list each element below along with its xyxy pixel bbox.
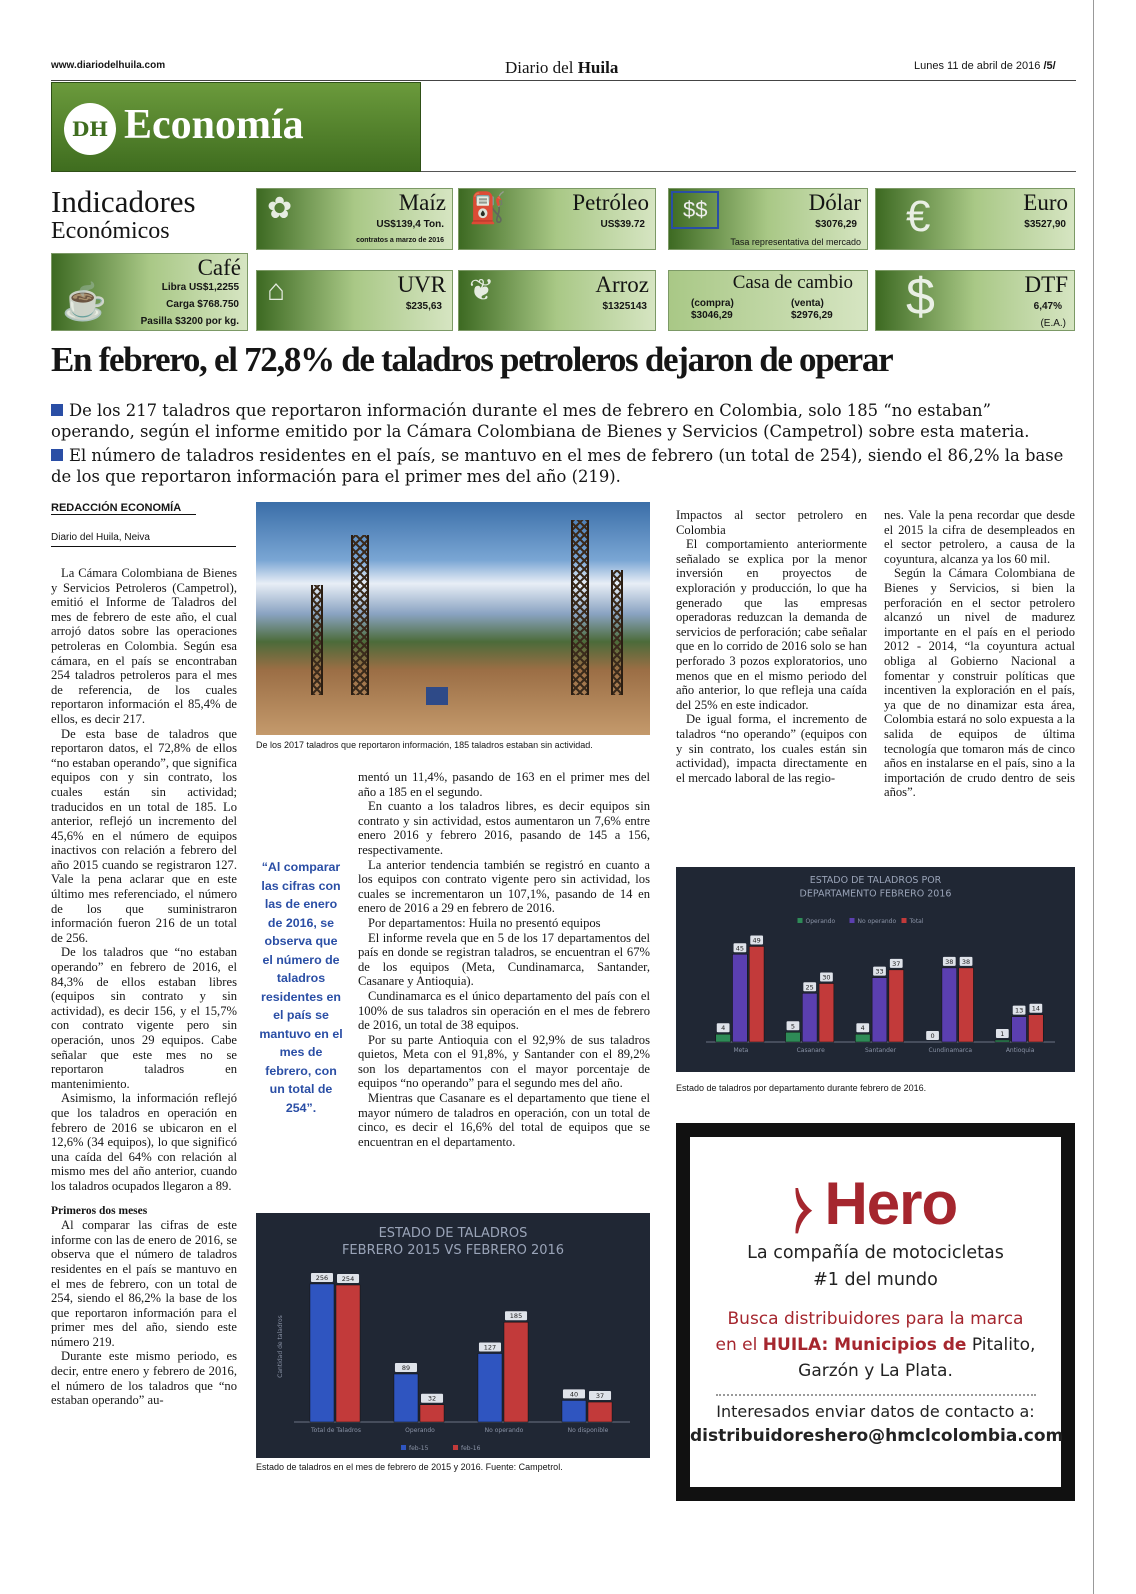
paragraph: De igual forma, el incremento de taladros “no operando” (equipos con y sin contrato, los cuales están sin actividad), impacta directamente en el mercado laboral de las regio- [676,712,867,785]
paragraph: Cundinamarca es el único departamento del país con el 100% de sus taladros sin operación en el mes de febrero de 2016, un total de 38 equipos. [358,988,650,1033]
bar [716,1034,731,1042]
indicator-dolar [668,188,868,250]
legend-label: No operando [857,918,897,925]
chart-1-caption: Estado de taladros en el mes de febrero de 2015 y 2016. Fuente: Campetrol. [256,1462,563,1472]
bar [336,1285,360,1422]
chart-2-caption: Estado de taladros por departamento durante febrero de 2016. [676,1083,927,1093]
subheading: Primeros dos meses [51,1204,148,1217]
ad-busca-3: Garzón y La Plata. [798,1361,953,1381]
data-label: 14 [1031,1004,1040,1013]
paragraph: La Cámara Colombiana de Bienes y Servicios Petroleros (Campetrol), emitió el Informe de Taladros del mes de febrero de este año, el cual arrojó datos sobre las operaciones petroleras en Colombia. Según esa cámara, en el país se encontraban 254 taladros petroleros para el mes de referencia, de los cuales reportaron información el 85,4% de ellos, es decir 217. [51,566,237,726]
photo-caption: De los 2017 taladros que reportaron información, 185 taladros estaban sin actividad. [256,740,593,750]
bar [995,1040,1010,1042]
data-label: 25 [805,983,814,992]
bar [855,1034,870,1042]
x-tick-label: Antioquia [1005,1047,1035,1054]
ad-text-bold: HUILA: Municipios de [762,1335,967,1355]
ad-text: Pitalito, [966,1335,1036,1355]
bar [802,993,817,1042]
x-tick-label: Total de Taladros [311,1427,361,1434]
bar [942,968,957,1042]
indicator-name: Café [197,255,241,280]
bar [394,1374,418,1422]
bar [889,970,904,1042]
indicator-uvr [256,270,453,331]
cafe-carga: Carga $768.750 [166,299,239,310]
chart-title-line-2: FEBRERO 2015 VS FEBRERO 2016 [341,1243,565,1258]
indicator-name: Arroz [595,272,649,297]
data-label: 33 [875,967,884,976]
ad-busca-2 [690,1332,1061,1358]
corn-icon: ✿ [267,192,293,225]
house-icon: ⌂ [267,274,286,307]
byline-section: REDACCIÓN ECONOMÍA [51,502,196,515]
indicator-dtf [875,270,1075,331]
x-tick-label: Operando [405,1427,435,1434]
lead-paragraph-1 [51,400,1076,442]
chart-1-svg [256,1213,650,1458]
legend-swatch [798,918,803,923]
indicator-name: Petróleo [572,190,649,215]
indicator-note: contratos a marzo de 2016 [356,237,444,244]
data-label: 32 [427,1394,437,1403]
cafe-pasilla: Pasilla $3200 por kg. [140,316,239,327]
chart-by-department [676,867,1075,1072]
paragraph: La anterior tendencia también se registró en cuanto a los equipos con contrato vigente pero sin actividad, los cuales se incrementaron un 107,1%, pasando de 14 en enero de 2016 a 29 en febrero de 2016. [358,857,650,916]
oil-rig-photo [256,502,650,735]
data-label: 38 [961,957,971,966]
ad-divider [716,1394,1036,1396]
bar [786,1032,801,1042]
bar [819,984,834,1043]
legend-swatch [902,918,907,923]
section-banner [51,82,421,172]
indicator-name: Casa de cambio [732,272,853,293]
indicator-cafe [51,253,248,331]
paragraph: El informe revela que en 5 de los 17 departamentos del país en donde se registran taladros, se encuentran el 67% de los equipos (Meta, Cundinamarca, Santander, Casanare y Antioquia). [358,930,650,989]
data-label: 4 [860,1024,865,1033]
dollar-sign-icon: $ [906,270,935,326]
legend-label: feb-16 [461,1445,481,1452]
subheading: Impactos al sector petrolero en Colombia [676,508,867,537]
data-label: 1 [1000,1030,1005,1039]
section-title: Economía [124,102,304,148]
brand-name: Hero [824,1170,958,1237]
indicator-name: DTF [1024,272,1068,297]
chart-title-line-1: ESTADO DE TALADROS [378,1226,528,1241]
paper-name-a: Diario del [505,58,578,77]
venta-value: $2976,29 [791,310,833,321]
page-number: /5/ [1043,60,1056,72]
paragraph: Por departamentos: Huila no presentó equipos [368,915,601,930]
data-label: 45 [735,944,745,953]
bar [588,1402,612,1422]
indicator-value: $1325143 [602,301,647,312]
data-label: 5 [790,1022,796,1031]
indicator-value: $3527,90 [1024,219,1066,230]
rig-tower [311,585,323,695]
coffee-cup-icon: ☕ [62,281,107,322]
chart-feb2015-vs-feb2016 [256,1213,650,1458]
bullet-square-icon [51,449,63,461]
ad-contact-label: Interesados enviar datos de contacto a: [716,1402,1035,1421]
header-rule [51,80,1076,81]
page-edge-rule [1093,0,1094,1594]
paper-name-b: Huila [577,58,619,77]
paragraph: En cuanto a los taladros libres, es decir equipos sin contrato y sin actividad, estos aumentaron un 7,6% entre enero 2016 y febrero 2016, pasando de 145 a 156, respectivamente. [358,799,650,857]
indicator-euro [875,188,1075,250]
legend-swatch [401,1445,406,1450]
bar [733,954,748,1042]
paragraph: Según la Cámara Colombiana de Bienes y Servicios, si bien la perforación en el sector petrolero alcanzó un nivel de madurez importante en el país en el periodo 2012 - 2014, “la coyuntura actual obliga al Gobierno Nacional a fomentar y construir políticas que incentiven la exploración en el país, ya que de no dinamizar esta área, Colombia estará no solo expuesta a la salida de equipos de última tecnología que tomaron más de cinco años en instalarse en el país, sino a la importación de crudo dentro de seis años”. [884,566,1075,800]
column-2 [358,770,650,1149]
oil-well-icon: ⛽ [469,192,507,225]
indicator-value: $235,63 [405,301,442,312]
data-label: 254 [341,1275,355,1284]
newspaper-name [505,58,618,78]
indicator-note: Tasa representativa del mercado [730,237,861,247]
data-label: 38 [945,957,954,966]
data-label: 49 [752,936,761,945]
paragraph: mentó un 11,4%, pasando de 163 en el primer mes del año a 185 en el segundo. [358,770,650,799]
hero-advertisement [676,1123,1075,1501]
ad-tagline-1: La compañía de motocicletas [747,1243,1004,1263]
ad-contact-email[interactable]: distribuidoreshero@hmclcolombia.com [690,1426,1064,1446]
lead-paragraph-2 [51,445,1076,487]
data-label: 127 [483,1343,497,1352]
legend-swatch [850,918,855,923]
indicator-value: US$139,4 Ton. [376,219,444,230]
bar [1028,1015,1043,1042]
paragraph: Mientras que Casanare es el departamento que tiene el mayor número de taladros en operación, con un total de cinco, es decir el 16,6% del total de equipos que se encuentran en el departamento. [358,1091,650,1149]
indicator-name: Euro [1023,190,1068,215]
ad-tagline-2: #1 del mundo [813,1270,938,1290]
x-tick-label: Casanare [796,1047,825,1054]
bar [504,1322,528,1422]
indicator-value: 6,47% [1033,301,1062,312]
paragraph: Al comparar las cifras de este informe con las de enero de 2016, se observa que el número de taladros residentes en el país se mantuvo en el mes de febrero, con un total de 254, siendo el 86,2% la base de los que reportaron información para el primer mes del año, siendo este número 219. [51,1218,237,1349]
date: Lunes 11 de abril de 2016 [914,60,1041,72]
chart-2-svg [676,867,1075,1072]
compra-label: (compra) [691,298,734,309]
pull-quote: “Al comparar las cifras con las de enero de 2016, se observa que el número de taladros residentes en el país se mantuvo en el mes de febrero, con un total de 254”. [259,860,343,1115]
indicator-maiz [256,188,453,250]
chart-title-line-2: DEPARTAMENTO FEBRERO 2016 [799,888,952,900]
indicator-name: UVR [397,272,446,297]
indicator-value: $3076,29 [815,219,857,230]
y-axis-label: Cantidad de taladros [277,1315,284,1378]
chart-title-line-1: ESTADO DE TALADROS POR [809,875,942,886]
bullet-square-icon [51,404,63,416]
indicator-name: Dólar [808,190,861,215]
paragraph: El comportamiento anteriormente señalado se explica por la menor inversión en proyectos de exploración y producción, lo que ha generado que las empresas operadoras reduzcan la demanda de servicios de perforación; cabe señalar que en lo corrido de 2016 solo se han perforado 3 pozos exploratorios, uno menos que en el mismo periodo del año anterior, lo que refleja una caída del 25% en este indicador. [676,537,867,712]
rice-icon: ❦ [469,274,495,307]
paragraph: Por su parte Antioquia con el 92,9% de sus taladros quietos, Meta con el 91,8%, y Santander con el 89,2% son los departamentos con el mayor porcentaje de equipos “no operando” para el segundo mes del año. [358,1032,650,1091]
data-label: 185 [509,1312,523,1321]
column-1 [51,566,237,1408]
data-label: 0 [930,1032,935,1040]
indicator-arroz [458,270,656,331]
banner-rule [421,171,1076,172]
paragraph: Durante este mismo periodo, es decir, entre enero y febrero de 2016, el número de los taladros que “no estaban operando” au- [51,1349,237,1408]
container [426,687,448,705]
column-3 [676,508,867,785]
legend-label: Total [909,918,924,925]
x-tick-label: Meta [733,1047,749,1054]
hero-logo [690,1169,1061,1238]
bar [959,968,974,1042]
bar [478,1354,502,1422]
bar [310,1284,334,1422]
paragraph: De los taladros que “no estaban operando” en febrero de 2016, el 84,3% de ellos estaban libres (equipos sin contrato y sin actividad), es decir 156, y el 15,7% con contrato vigente pero sin operación, unos 29 equipos. Cabe señalar que este mes no se reportaron taladros en mantenimiento. [51,945,237,1091]
x-tick-label: Santander [864,1047,897,1054]
indicators-subtitle: Económicos [51,218,170,244]
indicator-casa-de-cambio [668,270,868,331]
indicator-value: US$39.72 [600,219,645,230]
column-4 [884,508,1075,800]
rig-tower [351,535,369,695]
ad-busca-1: Busca distribuidores para la marca [727,1309,1024,1329]
data-label: 4 [721,1024,726,1033]
indicators-title: Indicadores [51,184,196,219]
paragraph: nes. Vale la pena recordar que desde el 2015 la cifra de desempleados en el sector petrolero, a causa de la coyuntura, alcanza ya los 60 mil. [884,508,1075,566]
data-label: 30 [822,973,831,982]
indicator-note: (E.A.) [1040,318,1066,329]
paragraph: Asimismo, la información reflejó que los taladros en operación en febrero de 2016 se ubicaron en el 12,6% (34 equipos), lo que significó una caída del 64% con relación al mismo mes del año anterior, cuando los taladros ocupados llegaron a 89. [51,1091,237,1193]
legend-label: feb-15 [409,1445,429,1452]
paragraph: De esta base de taladros que reportaron datos, el 72,8% de ellos “no estaban operando”, que significa equipos con y sin contrato, los cuales están sin actividad; traducidos en un total de 185. Lo anterior, reflejó un incremento del 45,6% en el número de equipos inactivos con relación a febrero del año 2015 cuando se registraron 127. Vale la pena aclarar que en este último mes referenciado, el número de los que suministraron información fueron 216 de un total de 256. [51,726,237,945]
bar [1012,1017,1027,1042]
lead-text-2: El número de taladros residentes en el país, se mantuvo en el mes de febrero (un total de 254), siendo el 86,2% la base de los que reportaron información para el primer mes del año (219). [51,446,1064,486]
data-label: 89 [401,1364,411,1373]
x-tick-label: Cundinamarca [928,1047,973,1054]
rig-tower [611,570,623,695]
headline: En febrero, el 72,8% de taladros petroleros dejaron de operar [51,340,893,379]
lead-text-1: De los 217 taladros que reportaron información durante el mes de febrero en Colombia, solo 185 “no estaban” operando, según el informe emitido por la Cámara Colombiana de Bienes y Servicios (Campetrol) sobre esta materia. [51,401,1030,441]
legend-swatch [453,1445,458,1450]
cafe-libra: Libra US$1,2255 [161,282,239,293]
data-label: 37 [595,1392,605,1401]
data-label: 40 [569,1390,579,1399]
hero-mark-icon: ⧽ [793,1178,825,1236]
bar [749,946,764,1042]
money-icon: $$ [671,191,719,229]
dateline [914,60,1056,72]
site-url: www.diariodelhuila.com [51,60,166,71]
rig-tower [571,520,589,695]
legend-label: Operando [805,918,836,925]
euro-icon: € [906,192,931,241]
ad-text: en el [715,1335,763,1355]
compra-value: $3046,29 [691,310,733,321]
x-tick-label: No disponible [567,1427,609,1434]
venta-label: (venta) [791,298,824,309]
data-label: 37 [892,959,901,968]
indicator-name: Maíz [398,190,446,215]
x-tick-label: No operando [484,1427,524,1434]
bar [420,1405,444,1422]
data-label: 13 [1014,1006,1024,1015]
bar [872,978,887,1042]
indicator-petroleo [458,188,656,250]
data-label: 256 [315,1273,329,1282]
byline-place: Diario del Huila, Neiva [51,532,236,547]
bar [562,1400,586,1422]
dh-logo-icon: DH [64,103,116,155]
